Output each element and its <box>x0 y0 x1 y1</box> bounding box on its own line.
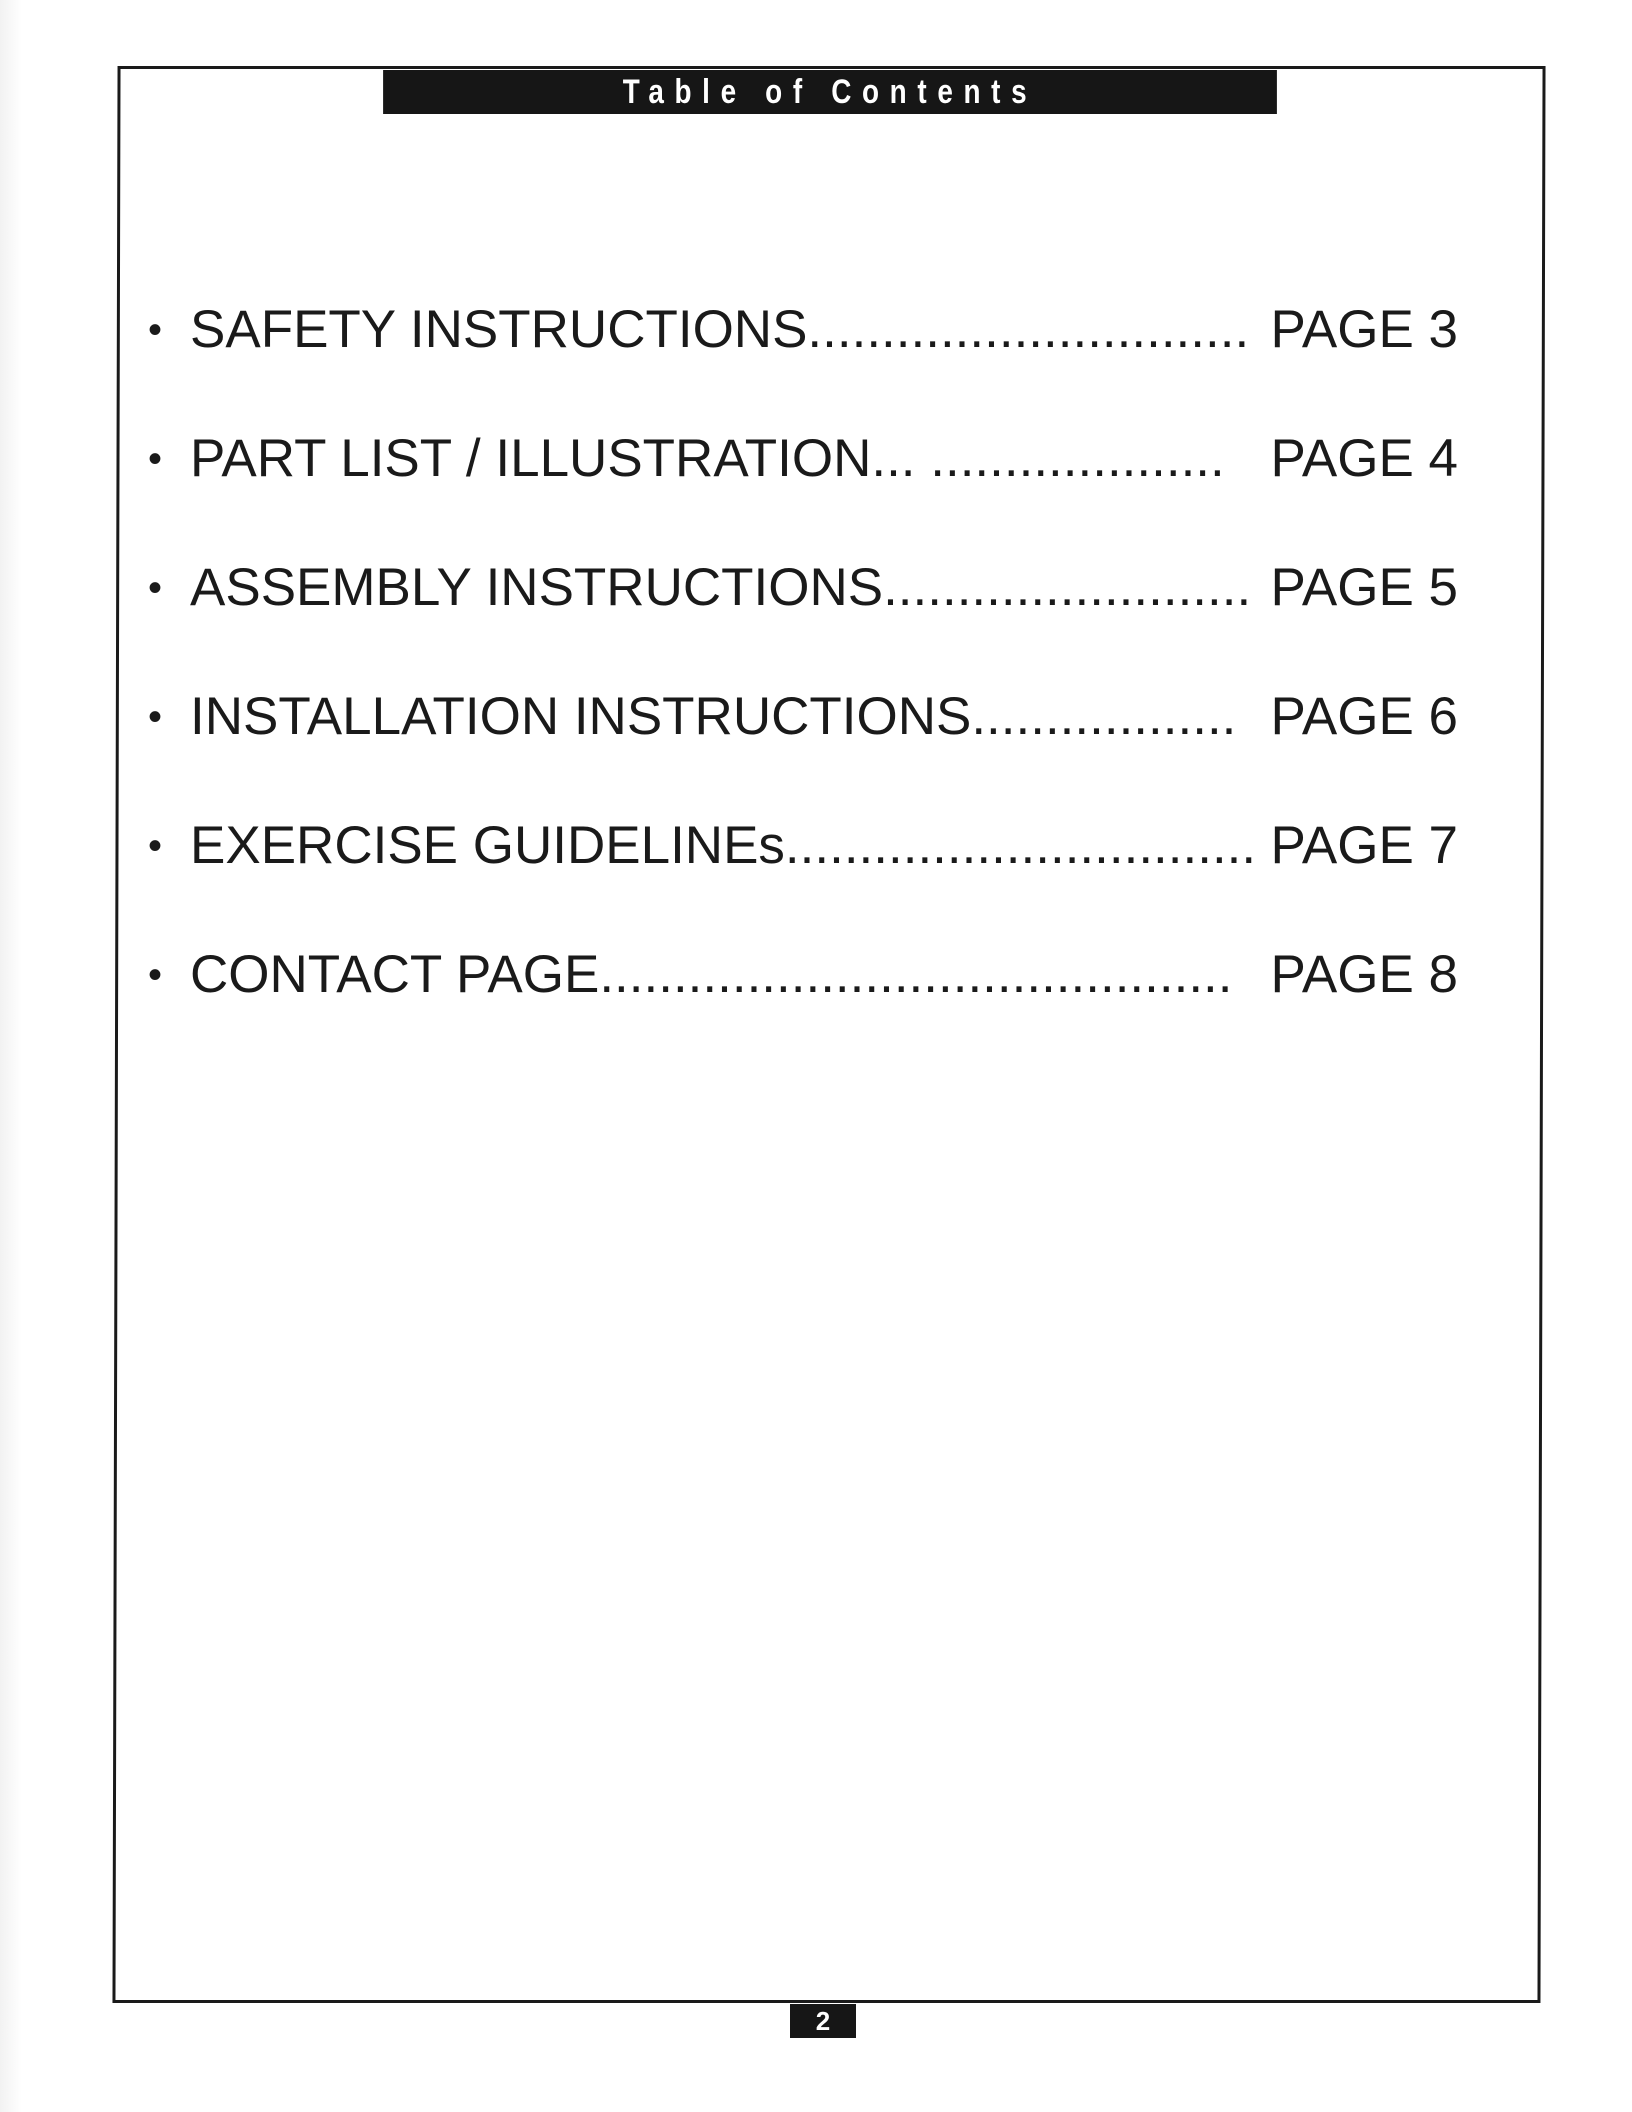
table-of-contents <box>148 290 1458 1064</box>
toc-page-reference: PAGE 5 <box>1270 558 1458 617</box>
toc-item-exercise-guidelines[interactable] <box>148 806 1458 935</box>
bullet-icon: • <box>148 695 163 739</box>
bullet-icon: • <box>148 824 163 868</box>
bullet-icon: • <box>148 437 163 481</box>
page-title: Table of Contents <box>383 70 1277 114</box>
toc-page-reference: PAGE 7 <box>1270 816 1458 875</box>
toc-item-part-list[interactable] <box>148 419 1458 548</box>
toc-entry-label: EXERCISE GUIDELINEs................................ <box>190 816 1257 875</box>
toc-entry-label: INSTALLATION INSTRUCTIONS.................. <box>190 687 1237 746</box>
toc-entry-label: CONTACT PAGE........................................... <box>190 945 1233 1004</box>
toc-item-installation-instructions[interactable] <box>148 677 1458 806</box>
toc-item-contact-page[interactable] <box>148 935 1458 1064</box>
toc-entry-label: PART LIST / ILLUSTRATION... .................... <box>190 429 1225 488</box>
toc-page-reference: PAGE 8 <box>1270 945 1458 1004</box>
toc-page-reference: PAGE 3 <box>1270 300 1458 359</box>
toc-item-assembly-instructions[interactable] <box>148 548 1458 677</box>
toc-page-reference: PAGE 4 <box>1270 429 1458 488</box>
page-number-badge: 2 <box>790 2004 856 2038</box>
bullet-icon: • <box>148 566 163 610</box>
toc-entry-label: SAFETY INSTRUCTIONS.............................. <box>190 300 1250 359</box>
bullet-icon: • <box>148 308 163 352</box>
toc-entry-label: ASSEMBLY INSTRUCTIONS......................... <box>190 558 1252 617</box>
toc-item-safety-instructions[interactable] <box>148 290 1458 419</box>
page-edge <box>0 0 22 2112</box>
toc-page-reference: PAGE 6 <box>1270 687 1458 746</box>
bullet-icon: • <box>148 953 163 997</box>
